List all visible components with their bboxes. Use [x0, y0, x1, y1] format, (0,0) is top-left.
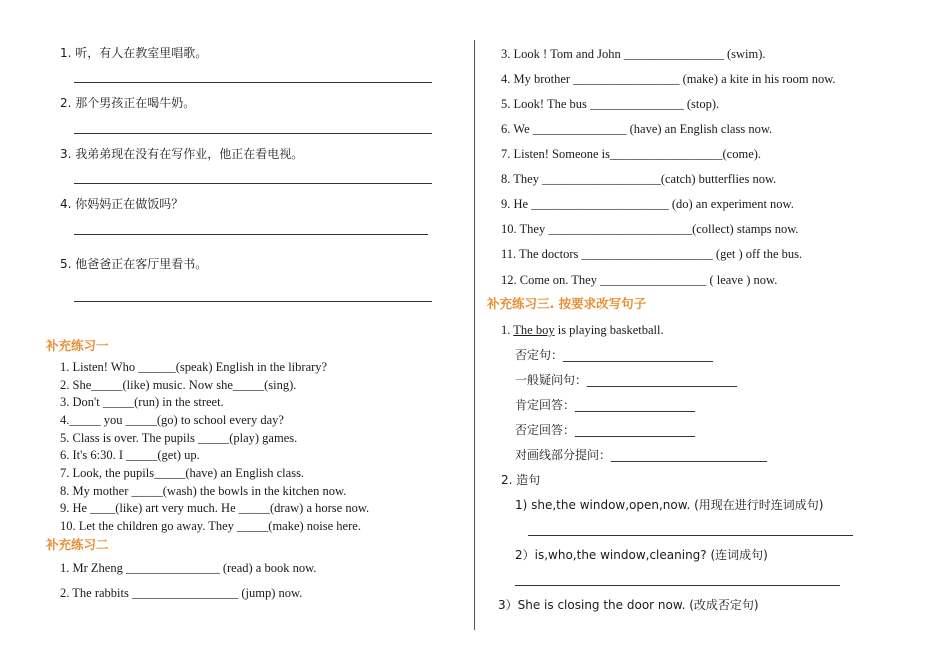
answer-line[interactable]: [74, 82, 432, 83]
exercise-1-item: 5. Class is over. The pupils _____(play) games.: [60, 431, 298, 445]
exercise-2-item: 2. The rabbits _________________ (jump) now.: [60, 586, 303, 600]
translation-item-1: 1. 听，有人在教室里唱歌。: [60, 46, 208, 60]
item-number: 1.: [501, 323, 514, 337]
answer-line[interactable]: [74, 183, 432, 184]
translation-item-2: 2. 那个男孩正在喝牛奶。: [60, 96, 196, 110]
exercise-1-item: 8. My mother _____(wash) the bowls in the kitchen now.: [60, 484, 347, 498]
exercise-2-item: 7. Listen! Someone is__________________(come).: [501, 147, 762, 161]
rewrite-item-1: [501, 322, 664, 338]
negative-sentence-label: 否定句：_________________________: [515, 348, 714, 362]
column-divider: [474, 40, 475, 630]
exercise-2-item: 3. Look ! Tom and John ________________ (swim).: [501, 47, 766, 61]
answer-line[interactable]: [74, 133, 432, 134]
exercise-1-item: 3. Don't _____(run) in the street.: [60, 395, 224, 409]
answer-line[interactable]: [74, 301, 432, 302]
answer-line[interactable]: [515, 585, 840, 586]
yes-no-question-label: 一般疑问句：_________________________: [515, 373, 738, 387]
negative-answer-label: 否定回答：____________________: [515, 423, 696, 437]
answer-line[interactable]: [528, 535, 853, 536]
exercise-1-item: 2. She_____(like) music. Now she_____(sing).: [60, 378, 297, 392]
item-rest: is playing basketball.: [554, 323, 664, 337]
sub-item-3: 3）She is closing the door now. (改成否定句): [498, 598, 759, 612]
sub-item-2: 2）is,who,the window,cleaning? (连词成句): [515, 548, 768, 562]
translation-item-4: 4. 你妈妈正在做饭吗？: [60, 197, 184, 211]
exercise-1-item: 10. Let the children go away. They _____(make) noise here.: [60, 519, 361, 533]
section-2-heading: 补充练习二: [46, 537, 109, 552]
exercise-1-item: 4._____ you _____(go) to school every day?: [60, 413, 284, 427]
exercise-2-item: 5. Look! The bus _______________ (stop).: [501, 97, 720, 111]
exercise-2-item: 6. We _______________ (have) an English class now.: [501, 122, 773, 136]
exercise-2-item: 9. He ______________________ (do) an experiment now.: [501, 197, 794, 211]
underline-question-label: 对画线部分提问：__________________________: [515, 448, 768, 462]
positive-answer-label: 肯定回答：____________________: [515, 398, 696, 412]
section-3-heading: 补充练习三. 按要求改写句子: [487, 296, 647, 311]
exercise-2-item: 12. Come on. They _________________ ( leave ) now.: [501, 273, 778, 287]
translation-item-5: 5. 他爸爸正在客厅里看书。: [60, 257, 208, 271]
exercise-1-item: 7. Look, the pupils_____(have) an English class.: [60, 466, 305, 480]
answer-line[interactable]: [74, 234, 428, 235]
section-1-heading: 补充练习一: [46, 338, 109, 353]
exercise-1-item: 6. It's 6:30. I _____(get) up.: [60, 448, 200, 462]
exercise-2-item: 4. My brother _________________ (make) a kite in his room now.: [501, 72, 836, 86]
underlined-subject: The boy: [513, 323, 555, 337]
exercise-1-item: 1. Listen! Who ______(speak) English in the library?: [60, 360, 328, 374]
make-sentence-title: 2. 造句: [501, 473, 541, 487]
sub-item-1: 1) she,the window,open,now. (用现在进行时连词成句): [515, 498, 824, 512]
exercise-2-item: 11. The doctors _____________________ (get ) off the bus.: [501, 247, 803, 261]
translation-item-3: 3. 我弟弟现在没有在写作业，他正在看电视。: [60, 147, 304, 161]
exercise-1-item: 9. He ____(like) art very much. He _____(draw) a horse now.: [60, 501, 370, 515]
exercise-2-item: 10. They _______________________(collect) stamps now.: [501, 222, 799, 236]
exercise-2-item: 8. They ___________________(catch) butterflies now.: [501, 172, 777, 186]
exercise-2-item: 1. Mr Zheng _______________ (read) a book now.: [60, 561, 317, 575]
